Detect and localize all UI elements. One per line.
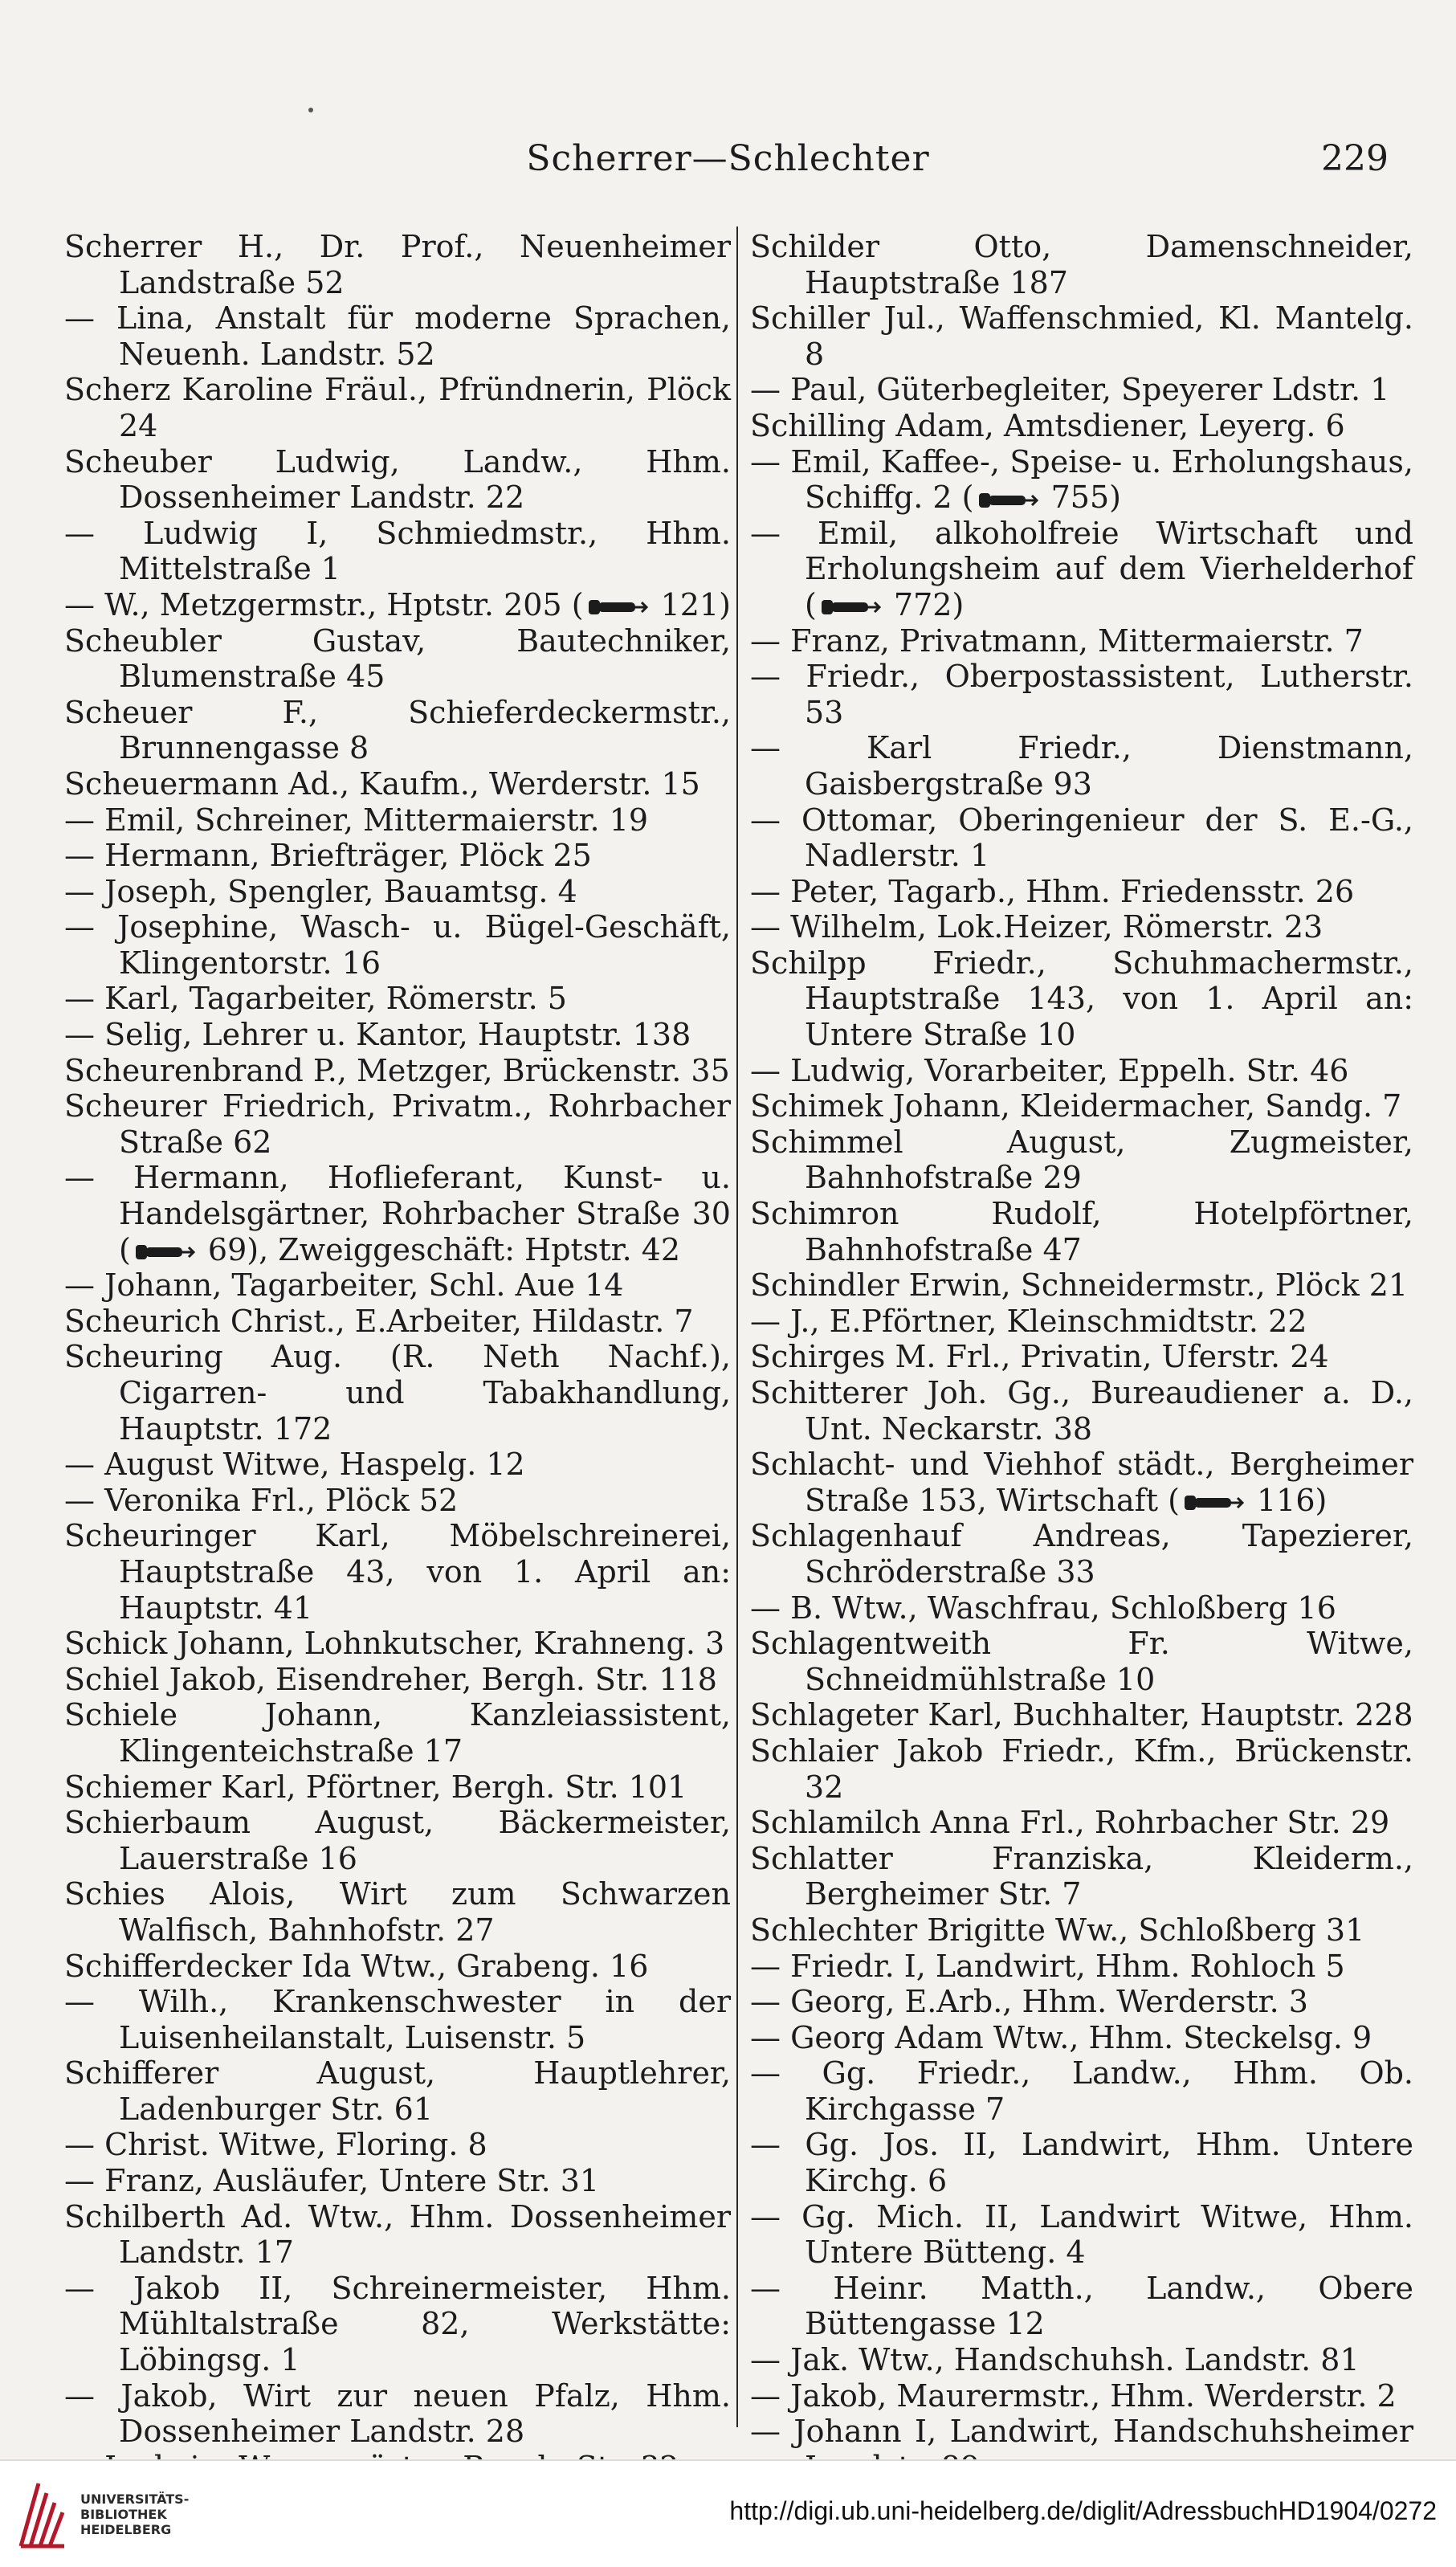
directory-entry: Schies Alois, Wirt zum Schwarzen Walfisch, Bahnhofstr. 27 (64, 1876, 731, 1948)
directory-entry: — Gg. Friedr., Landw., Hhm. Ob. Kirchgasse 7 (750, 2055, 1413, 2127)
directory-entry: — Franz, Privatmann, Mittermaierstr. 7 (750, 622, 1364, 659)
right-column (750, 229, 1413, 2450)
directory-entry: — Gg. Mich. II, Landwirt Witwe, Hhm. Untere Bütteng. 4 (750, 2198, 1413, 2271)
directory-entry: Schlacht- und Viehhof städt., Bergheimer Straße 153, Wirtschaft ( 116) (750, 1447, 1413, 1518)
directory-entry: — Ludwig, Vorarbeiter, Eppelh. Str. 46 (750, 1052, 1349, 1088)
page-title: Scherrer—Schlechter (526, 138, 930, 179)
directory-entry: — Georg Adam Wtw., Hhm. Steckelsg. 9 (750, 2019, 1372, 2055)
source-url-link[interactable]: http://digi.ub.uni-heidelberg.de/diglit/AdressbuchHD1904/0272 (729, 2496, 1437, 2525)
directory-entry: Scheurenbrand P., Metzger, Brückenstr. 35 (64, 1052, 730, 1088)
directory-entry: — Franz, Ausläufer, Untere Str. 31 (64, 2163, 600, 2199)
ink-dot (308, 108, 313, 112)
directory-entry: Schilling Adam, Amtsdiener, Leyerg. 6 (750, 407, 1345, 443)
directory-entry: — Friedr., Oberpostassistent, Lutherstr. 53 (750, 659, 1413, 730)
directory-entry: Schirges M. Frl., Privatin, Uferstr. 24 (750, 1339, 1329, 1375)
directory-entry: Schierbaum August, Bäckermeister, Lauerstraße 16 (64, 1805, 731, 1876)
directory-entry: — August Witwe, Haspelg. 12 (64, 1447, 525, 1483)
directory-entry: — Jak. Wtw., Handschuhsh. Landstr. 81 (750, 2342, 1360, 2378)
directory-entry: Scherz Karoline Fräul., Pfründnerin, Plöck 24 (64, 372, 731, 443)
directory-entry: — Hermann, Hoflieferant, Kunst- u. Handelsgärtner, Rohrbacher Straße 30 ( 69), Zweiggeschäft: Hptstr. 42 (64, 1160, 731, 1267)
directory-entry: Scheuer F., Schieferdeckermstr., Brunnengasse 8 (64, 694, 731, 766)
directory-entry: — Friedr. I, Landwirt, Hhm. Rohloch 5 (750, 1948, 1345, 1984)
directory-entry: Schilberth Ad. Wtw., Hhm. Dossenheimer Landstr. 17 (64, 2198, 731, 2271)
directory-entry: Schimron Rudolf, Hotelpförtner, Bahnhofstraße 47 (750, 1196, 1413, 1267)
directory-entry: Schiel Jakob, Eisendreher, Bergh. Str. 118 (64, 1661, 717, 1697)
directory-entry: — Jakob, Maurermstr., Hhm. Werderstr. 2 (750, 2377, 1397, 2414)
directory-entry: Schick Johann, Lohnkutscher, Krahneng. 3 (64, 1626, 725, 1662)
directory-entry: — Jakob II, Schreinermeister, Hhm. Mühltalstraße 82, Werkstätte: Löbingsg. 1 (64, 2270, 731, 2378)
library-name-line: HEIDELBERG (80, 2522, 172, 2537)
directory-entry: Schifferdecker Ida Wtw., Grabeng. 16 (64, 1948, 649, 1984)
directory-entry: — Heinr. Matth., Landw., Obere Büttengasse 12 (750, 2270, 1413, 2342)
directory-entry: — Emil, alkoholfreie Wirtschaft und Erholungsheim auf dem Vierhelderhof ( 772) (750, 515, 1413, 622)
telephone-receiver-icon (134, 1243, 195, 1261)
directory-entry: — Veronika Frl., Plöck 52 (64, 1482, 459, 1518)
directory-entry: Scheubler Gustav, Bautechniker, Blumenstraße 45 (64, 622, 731, 695)
telephone-receiver-icon (587, 598, 648, 616)
directory-entry: Scherrer H., Dr. Prof., Neuenheimer Landstraße 52 (64, 229, 731, 300)
directory-entry: Scheurich Christ., E.Arbeiter, Hildastr. 7 (64, 1303, 694, 1339)
directory-entry: — Lina, Anstalt für moderne Sprachen, Neuenh. Landstr. 52 (64, 300, 731, 372)
directory-entry: Scheuermann Ad., Kaufm., Werderstr. 15 (64, 765, 700, 802)
telephone-receiver-icon (977, 492, 1038, 509)
page-number: 229 (1321, 138, 1389, 179)
directory-entry: — Joseph, Spengler, Bauamtsg. 4 (64, 873, 577, 909)
directory-entry: — Selig, Lehrer u. Kantor, Hauptstr. 138 (64, 1017, 691, 1053)
left-column (64, 229, 731, 2450)
directory-entry: Schlagentweith Fr. Witwe, Schneidmühlstraße 10 (750, 1626, 1413, 1697)
directory-entry: Schifferer August, Hauptlehrer, Ladenburger Str. 61 (64, 2055, 731, 2127)
directory-entry: — Emil, Kaffee-, Speise- u. Erholungshaus, Schiffg. 2 ( 755) (750, 443, 1413, 516)
directory-entry: Schilder Otto, Damenschneider, Hauptstraße 187 (750, 229, 1413, 300)
directory-entry: Schlageter Karl, Buchhalter, Hauptstr. 228 (750, 1697, 1413, 1733)
directory-entry: Schlamilch Anna Frl., Rohrbacher Str. 29 (750, 1805, 1390, 1841)
directory-entry: — Karl, Tagarbeiter, Römerstr. 5 (64, 981, 567, 1017)
directory-entry: Schiemer Karl, Pförtner, Bergh. Str. 101 (64, 1769, 687, 1805)
telephone-receiver-icon (1183, 1494, 1244, 1512)
directory-entry: — W., Metzgermstr., Hptstr. 205 ( 121) (64, 586, 731, 622)
directory-entry: Schlaier Jakob Friedr., Kfm., Brückenstr. 32 (750, 1732, 1413, 1805)
directory-entry: — Ludwig I, Schmiedmstr., Hhm. Mittelstraße 1 (64, 515, 731, 587)
directory-entry: — Josephine, Wasch- u. Bügel-Geschäft, Klingentorstr. 16 (64, 909, 731, 981)
directory-entry: — Johann I, Landwirt, Handschuhsheimer (750, 2414, 1413, 2450)
directory-entry: Schilpp Friedr., Schuhmachermstr., Hauptstraße 143, von 1. April an: Untere Straße 10 (750, 945, 1413, 1053)
directory-entry: — Paul, Güterbegleiter, Speyerer Ldstr. 1 (750, 372, 1390, 408)
directory-entry: — Johann, Tagarbeiter, Schl. Aue 14 (64, 1267, 624, 1304)
directory-entry: — J., E.Pförtner, Kleinschmidtstr. 22 (750, 1303, 1307, 1339)
directory-entry: — Gg. Jos. II, Landwirt, Hhm. Untere Kirchg. 6 (750, 2127, 1413, 2199)
directory-entry: Schiller Jul., Waffenschmied, Kl. Mantelg. 8 (750, 300, 1413, 372)
library-logo-icon (14, 2475, 71, 2553)
directory-entry: Scheurer Friedrich, Privatm., Rohrbacher Straße 62 (64, 1088, 731, 1160)
directory-entry: — Emil, Schreiner, Mittermaierstr. 19 (64, 802, 649, 838)
library-name-line: UNIVERSITÄTS- (80, 2492, 190, 2507)
directory-entry: Schlagenhauf Andreas, Tapezierer, Schröderstraße 33 (750, 1518, 1413, 1590)
directory-entry: — Christ. Witwe, Floring. 8 (64, 2127, 487, 2163)
directory-entry: Schindler Erwin, Schneidermstr., Plöck 21 (750, 1267, 1409, 1304)
directory-entry: Schimek Johann, Kleidermacher, Sandg. 7 (750, 1088, 1402, 1124)
directory-entry: Schitterer Joh. Gg., Bureaudiener a. D., Unt. Neckarstr. 38 (750, 1375, 1413, 1447)
directory-entry: Schlatter Franziska, Kleiderm., Bergheimer Str. 7 (750, 1840, 1413, 1912)
column-divider (736, 226, 738, 2427)
directory-entry: — Ottomar, Oberingenieur der S. E.-G., Nadlerstr. 1 (750, 802, 1413, 874)
directory-entry: Scheuber Ludwig, Landw., Hhm. Dossenheimer Landstr. 22 (64, 443, 731, 516)
directory-entry: — Wilh., Krankenschwester in der Luisenheilanstalt, Luisenstr. 5 (64, 1984, 731, 2055)
directory-entry: — Jakob, Wirt zur neuen Pfalz, Hhm. Dossenheimer Landstr. 28 (64, 2377, 731, 2450)
library-name-line: BIBLIOTHEK (80, 2507, 167, 2522)
directory-entry: Schlechter Brigitte Ww., Schloßberg 31 (750, 1912, 1365, 1948)
telephone-receiver-icon (820, 598, 881, 616)
directory-entry: — Georg, E.Arb., Hhm. Werderstr. 3 (750, 1984, 1308, 2020)
directory-entry: — Hermann, Briefträger, Plöck 25 (64, 838, 592, 874)
directory-entry: Scheuringer Karl, Möbelschreinerei, Hauptstraße 43, von 1. April an: Hauptstr. 41 (64, 1518, 731, 1626)
directory-entry: Schiele Johann, Kanzleiassistent, Klingenteichstraße 17 (64, 1697, 731, 1769)
directory-entry: Schimmel August, Zugmeister, Bahnhofstraße 29 (750, 1124, 1413, 1196)
directory-entry: — B. Wtw., Waschfrau, Schloßberg 16 (750, 1590, 1336, 1626)
directory-entry: — Peter, Tagarb., Hhm. Friedensstr. 26 (750, 873, 1355, 909)
footer-bar (0, 2459, 1456, 2567)
directory-entry: Scheuring Aug. (R. Neth Nachf.), Cigarren- und Tabakhandlung, Hauptstr. 172 (64, 1339, 731, 1447)
library-name (80, 2492, 189, 2537)
directory-entry: — Wilhelm, Lok.Heizer, Römerstr. 23 (750, 909, 1323, 945)
directory-entry: — Karl Friedr., Dienstmann, Gaisbergstraße 93 (750, 730, 1413, 802)
